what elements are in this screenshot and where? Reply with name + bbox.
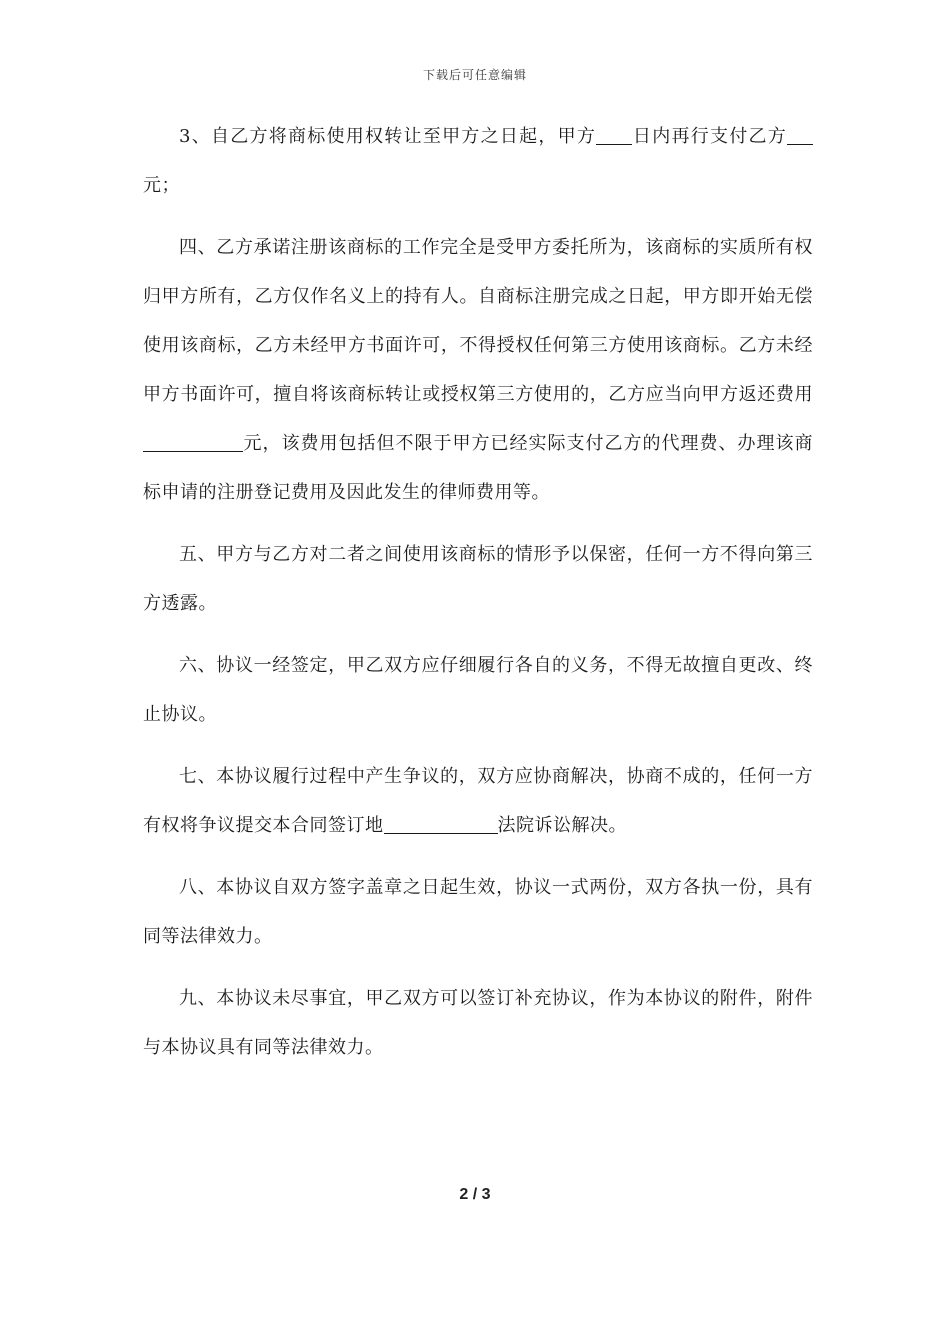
clause-7-text-b: 法院诉讼解决。 [497, 815, 627, 836]
clause-3-text-b: 日内再行支付乙方 [632, 126, 788, 147]
clause-4-text-a: 四、乙方承诺注册该商标的工作完全是受甲方委托所为，该商标的实质所有权归甲方所有，乙方仅作名义上的持有人。自商标注册完成之日起，甲方即开始无偿使用该商标，乙方未经甲方书面许可，不得授权任何第三方使用该商标。乙方未经甲方书面许可，擅自将该商标转让或授权第三方使用的，乙方应当向甲方返还费用 [143, 237, 813, 405]
blank-amount [787, 124, 813, 145]
blank-refund-fee [143, 431, 243, 452]
blank-days [596, 124, 632, 145]
clause-9: 九、本协议未尽事宜，甲乙双方可以签订补充协议，作为本协议的附件，附件与本协议具有同等法律效力。 [143, 988, 813, 1058]
blank-court [384, 813, 498, 834]
document-body [143, 112, 813, 1085]
page-number: 2 / 3 [459, 1186, 491, 1203]
clause-8: 八、本协议自双方签字盖章之日起生效，协议一式两份，双方各执一份，具有同等法律效力。 [143, 877, 813, 947]
clause-3-text-c: 元； [143, 175, 180, 196]
page-header: 下载后可任意编辑 [422, 68, 527, 82]
clause-3-text-a: 3、自乙方将商标使用权转让至甲方之日起，甲方 [179, 126, 597, 147]
clause-4-text-b: 元，该费用包括但不限于甲方已经实际支付乙方的代理费、办理该商标申请的注册登记费用及因此发生的律师费用等。 [143, 433, 813, 503]
clause-3 [143, 112, 813, 210]
clause-5: 五、甲方与乙方对二者之间使用该商标的情形予以保密，任何一方不得向第三方透露。 [143, 544, 813, 614]
clause-7-text-a: 七、本协议履行过程中产生争议的，双方应协商解决，协商不成的，任何一方有权将争议提交本合同签订地 [143, 766, 813, 836]
clause-6: 六、协议一经签定，甲乙双方应仔细履行各自的义务，不得无故擅自更改、终止协议。 [143, 655, 813, 725]
clause-4 [143, 223, 813, 517]
clause-7 [143, 752, 813, 850]
